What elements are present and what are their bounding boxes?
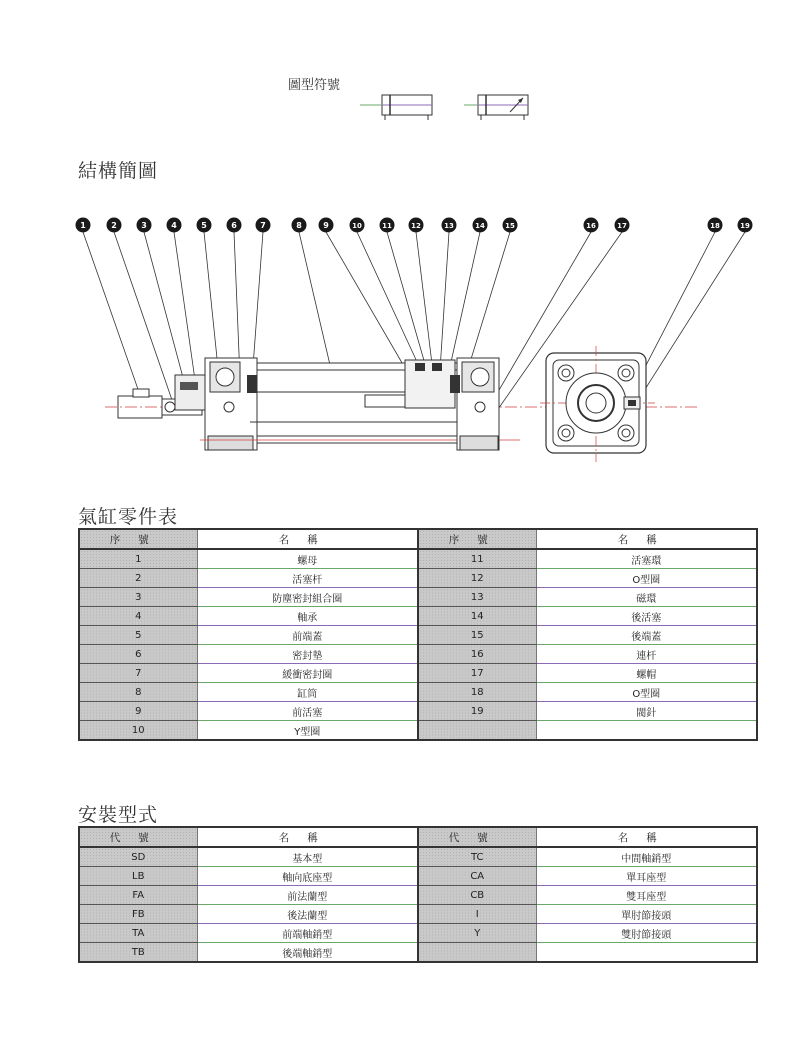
- structure-diagram: [0, 200, 800, 470]
- mounting-row-right-name: 單肘節接頭: [536, 905, 757, 924]
- parts-row-right-no: 19: [418, 702, 536, 721]
- parts-row: [79, 721, 757, 741]
- parts-row-left-name: 活塞杆: [197, 569, 418, 588]
- callout-leader-line: [387, 232, 425, 364]
- parts-row: [79, 683, 757, 702]
- mounting-row-left-code: LB: [79, 867, 197, 886]
- parts-header-name: 名稱: [536, 529, 757, 549]
- cylinder-symbol-cushion: [464, 95, 528, 120]
- mounting-row-right-name: 單耳座型: [536, 867, 757, 886]
- callout-label: 7: [260, 221, 266, 230]
- callout-16: [584, 218, 599, 233]
- mounting-row-right-code: CA: [418, 867, 536, 886]
- mounting-row-left-name: 後法蘭型: [197, 905, 418, 924]
- callout-11: [380, 218, 395, 233]
- mounting-row-left-name: 前端軸銷型: [197, 924, 418, 943]
- parts-row: [79, 702, 757, 721]
- cylinder-end-view: [540, 346, 655, 462]
- parts-row-right-no: 14: [418, 607, 536, 626]
- parts-row-right-name: [536, 721, 757, 741]
- mounting-row-left-code: FB: [79, 905, 197, 924]
- callout-4: [167, 218, 182, 233]
- callout-leader-line: [204, 232, 218, 368]
- callout-label: 9: [323, 221, 329, 230]
- mounting-row-right-code: [418, 943, 536, 963]
- callout-15: [503, 218, 518, 233]
- structure-title: 結構簡圖: [78, 160, 159, 182]
- callout-10: [350, 218, 365, 233]
- parts-row-right-no: 18: [418, 683, 536, 702]
- mounting-row-left-name: 基本型: [197, 847, 418, 867]
- mounting-header-code: 代號: [418, 827, 536, 847]
- parts-row-right-name: O型圈: [536, 683, 757, 702]
- callout-leader-line: [234, 232, 240, 378]
- parts-row-right-no: 12: [418, 569, 536, 588]
- callout-leader-line: [416, 232, 432, 364]
- parts-row-right-no: [418, 721, 536, 741]
- parts-row: [79, 626, 757, 645]
- callout-17: [615, 218, 630, 233]
- mounting-row-right-name: 中間軸銷型: [536, 847, 757, 867]
- callout-label: 19: [740, 222, 750, 230]
- callout-label: 2: [111, 221, 117, 230]
- callout-label: 3: [141, 221, 147, 230]
- parts-row-left-name: 缸筒: [197, 683, 418, 702]
- parts-row: [79, 588, 757, 607]
- callout-label: 11: [382, 222, 392, 230]
- mounting-row-left-code: SD: [79, 847, 197, 867]
- parts-row-left-name: 密封墊: [197, 645, 418, 664]
- parts-row-right-name: 後端蓋: [536, 626, 757, 645]
- mounting-row-right-code: CB: [418, 886, 536, 905]
- parts-row-right-no: 16: [418, 645, 536, 664]
- callout-1: [76, 218, 91, 233]
- mounting-row-left-name: 後端軸銷型: [197, 943, 418, 963]
- parts-row-left-name: 螺母: [197, 549, 418, 569]
- callout-2: [107, 218, 122, 233]
- callout-18: [708, 218, 723, 233]
- parts-row-left-name: 前端蓋: [197, 626, 418, 645]
- parts-row-left-no: 5: [79, 626, 197, 645]
- callout-9: [319, 218, 334, 233]
- parts-row-right-name: 活塞環: [536, 549, 757, 569]
- mounting-row: [79, 847, 757, 867]
- callout-label: 10: [352, 222, 362, 230]
- callout-8: [292, 218, 307, 233]
- callout-leader-line: [83, 232, 140, 395]
- callout-label: 12: [411, 222, 421, 230]
- parts-row-left-no: 9: [79, 702, 197, 721]
- cylinder-symbol-basic: [360, 95, 432, 120]
- callout-label: 16: [586, 222, 596, 230]
- mounting-row-right-code: TC: [418, 847, 536, 867]
- parts-row-left-no: 8: [79, 683, 197, 702]
- mounting-row-left-code: TB: [79, 943, 197, 963]
- callout-label: 18: [710, 222, 720, 230]
- parts-row-right-name: 後活塞: [536, 607, 757, 626]
- callout-label: 1: [80, 221, 86, 230]
- parts-row-right-no: 15: [418, 626, 536, 645]
- mounting-header-name: 名稱: [536, 827, 757, 847]
- callout-12: [409, 218, 424, 233]
- parts-table: [78, 528, 758, 741]
- parts-row: [79, 569, 757, 588]
- parts-row: [79, 607, 757, 626]
- parts-row-right-name: 磁環: [536, 588, 757, 607]
- parts-row-left-no: 3: [79, 588, 197, 607]
- parts-row-right-no: 13: [418, 588, 536, 607]
- parts-row-left-no: 7: [79, 664, 197, 683]
- mounting-row-left-name: 軸向底座型: [197, 867, 418, 886]
- callout-7: [256, 218, 271, 233]
- parts-row-right-name: O型圈: [536, 569, 757, 588]
- callout-label: 8: [296, 221, 302, 230]
- callout-label: 17: [617, 222, 627, 230]
- mounting-row-left-name: 前法蘭型: [197, 886, 418, 905]
- parts-header-no: 序號: [79, 529, 197, 549]
- parts-row-right-name: 螺帽: [536, 664, 757, 683]
- parts-row-right-name: 連杆: [536, 645, 757, 664]
- mounting-table: [78, 826, 758, 963]
- callout-label: 14: [475, 222, 485, 230]
- callout-leader-line: [144, 232, 185, 385]
- parts-row: [79, 549, 757, 569]
- callout-label: 15: [505, 222, 515, 230]
- parts-row-left-name: Y型圈: [197, 721, 418, 741]
- callout-13: [442, 218, 457, 233]
- mounting-row-right-name: 雙耳座型: [536, 886, 757, 905]
- mounting-header-name: 名稱: [197, 827, 418, 847]
- callout-label: 4: [171, 221, 177, 230]
- mounting-header-code: 代號: [79, 827, 197, 847]
- callout-leader-line: [357, 232, 418, 364]
- callout-label: 5: [201, 221, 207, 230]
- parts-row-left-name: 前活塞: [197, 702, 418, 721]
- callout-label: 13: [444, 222, 454, 230]
- callout-leader-line: [635, 232, 745, 405]
- mounting-row: [79, 886, 757, 905]
- parts-title: 氣缸零件表: [78, 506, 179, 528]
- parts-row-left-no: 10: [79, 721, 197, 741]
- parts-row-right-no: 11: [418, 549, 536, 569]
- mounting-row-right-code: I: [418, 905, 536, 924]
- parts-row: [79, 645, 757, 664]
- callout-label: 6: [231, 221, 237, 230]
- callout-6: [227, 218, 242, 233]
- mounting-row-left-code: FA: [79, 886, 197, 905]
- parts-row-right-name: 閥針: [536, 702, 757, 721]
- mounting-row-right-code: Y: [418, 924, 536, 943]
- mounting-row: [79, 943, 757, 963]
- parts-row-left-no: 6: [79, 645, 197, 664]
- parts-row: [79, 664, 757, 683]
- callout-leader-line: [299, 232, 330, 365]
- parts-row-left-no: 2: [79, 569, 197, 588]
- mounting-row: [79, 924, 757, 943]
- mounting-row-right-name: [536, 943, 757, 963]
- parts-row-right-no: 17: [418, 664, 536, 683]
- parts-header-name: 名稱: [197, 529, 418, 549]
- parts-row-left-name: 緩衝密封圈: [197, 664, 418, 683]
- callout-leader-line: [440, 232, 449, 370]
- symbol-label: 圖型符號: [288, 78, 341, 93]
- callout-14: [473, 218, 488, 233]
- mounting-row-right-name: 雙肘節接頭: [536, 924, 757, 943]
- mounting-title: 安裝型式: [78, 804, 159, 826]
- callout-3: [137, 218, 152, 233]
- callout-5: [197, 218, 212, 233]
- mounting-row: [79, 867, 757, 886]
- parts-row-left-no: 1: [79, 549, 197, 569]
- mounting-row: [79, 905, 757, 924]
- parts-row-left-name: 防塵密封組合圈: [197, 588, 418, 607]
- callout-leader-line: [174, 232, 195, 380]
- cylinder-symbols: [360, 90, 540, 122]
- callout-leader-line: [114, 232, 172, 400]
- parts-header-no: 序號: [418, 529, 536, 549]
- mounting-row-left-code: TA: [79, 924, 197, 943]
- callout-19: [738, 218, 753, 233]
- parts-row-left-name: 軸承: [197, 607, 418, 626]
- parts-row-left-no: 4: [79, 607, 197, 626]
